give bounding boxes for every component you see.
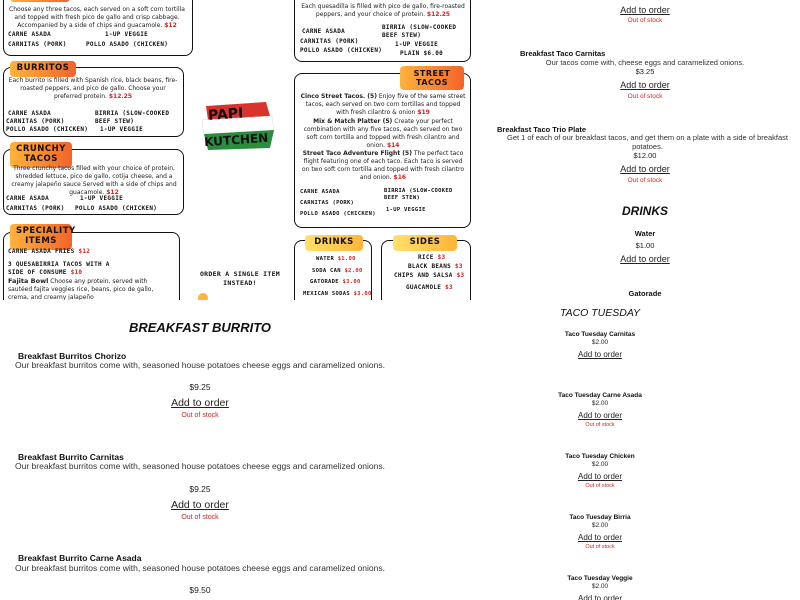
item-price: $1.00 (635, 241, 655, 250)
tacos-protein: CARNITAS (PORK) (8, 41, 67, 48)
drink-row: MEXICAN SODAS $3.00 (303, 291, 372, 297)
logo-graphic (196, 98, 280, 153)
item-title: Gatorade (628, 289, 662, 298)
category-heading-taco-tuesday: TACO TUESDAY (559, 307, 641, 319)
street-taco-item: Mix & Match Platter (5) Create your perfect combination with any five tacos, each served on two soft corn tortilla and topped with fresh cilantro and onion. $14 (303, 118, 463, 150)
item-title: Breakfast Burrito Carne Asada (18, 553, 142, 563)
drink-row: SODA CAN $2.00 (312, 268, 363, 274)
item-title: Taco Tuesday Chicken (565, 453, 635, 460)
out-of-stock-label: Out of stock (585, 422, 615, 428)
drink-row: GATORADE $3.00 (310, 279, 361, 285)
out-of-stock-label: Out of stock (585, 544, 615, 550)
speciality-ribbon: SPECIALITY ITEMS (10, 224, 72, 250)
street-taco-item: Cinco Street Tacos. (5) Enjoy five of the same street tacos, each served on two corn tortillas and topped with fresh cilantro & onion $19 (300, 93, 466, 117)
tacos-desc: Choose any three tacos, each served on a soft corn tortilla and topped with fresh pico de gallo and crisp cabbage. Accompanied by a side of chips and guacamole. $12 (9, 6, 185, 30)
item-description: Our breakfast burritos come with, seasoned house potatoes cheese eggs and caramelized onions. (15, 563, 385, 573)
quesadilla-protein: BIRRIA (SLOW-COOKED BEEF STEW) (382, 24, 457, 39)
add-to-order-button[interactable]: Add to order (620, 5, 670, 15)
street-protein: CARNITAS (PORK) (300, 200, 355, 206)
category-heading-breakfast-burrito: BREAKFAST BURRITO (128, 320, 272, 335)
burritos-protein: POLLO ASADO (CHICKEN) (6, 126, 89, 133)
burritos-protein: BIRRIA (SLOW-COOKED BEEF STEW) (95, 110, 170, 125)
menu-image (0, 0, 490, 300)
quesadilla-protein: PLAIN $6.00 (400, 50, 444, 57)
item-title: Breakfast Burrito Carnitas (18, 452, 124, 462)
item-title: Taco Tuesday Carne Asada (558, 392, 642, 399)
item-description: Our breakfast burritos come with, seasoned house potatoes cheese eggs and caramelized onions. (15, 461, 385, 471)
tacos-protein: POLLO ASADO (CHICKEN) (86, 41, 169, 48)
item-price: $2.00 (591, 400, 609, 407)
quesadilla-protein: POLLO ASADO (CHICKEN) (300, 47, 383, 54)
item-title: Water (634, 229, 656, 238)
item-price: $2.00 (591, 339, 609, 346)
item-price: $9.25 (189, 382, 211, 392)
item-price: $9.50 (189, 585, 211, 595)
item-description: Our breakfast burritos come with, seasoned house potatoes cheese eggs and caramelized onions. (15, 360, 385, 370)
side-row: CHIPS AND SALSA $3 (394, 272, 465, 279)
quesadilla-protein: CARNE ASADA (302, 28, 346, 35)
add-to-order-button[interactable]: Add to order (620, 80, 670, 90)
add-to-order-button[interactable]: Add to order (171, 397, 229, 409)
quesadilla-desc: Each quesadilla is filled with pico de gallo, fire-roasted peppers, and your choice of protein. $12.25 (301, 3, 465, 19)
add-to-order-button[interactable]: Add to order (620, 164, 670, 174)
burritos-protein: CARNITAS (PORK) (6, 118, 65, 125)
side-row: GUACAMOLE $3 (406, 284, 453, 291)
street-protein: CARNE ASADA (300, 189, 340, 195)
item-price: $9.25 (189, 484, 211, 494)
restaurant-logo (196, 98, 280, 153)
out-of-stock-label: Out of stock (585, 483, 615, 489)
drinks-ribbon: DRINKS (305, 235, 363, 251)
add-to-order-button[interactable]: Add to order (577, 533, 623, 542)
crunchy-desc: Three crunchy tacos filled with your choice of protein, shredded lettuce, pico de gallo, cotija cheese, and a creamy jalapeño sauce Served with a side of chips and guacamole. $12 (11, 165, 177, 197)
burritos-protein: CARNE ASADA (8, 110, 52, 117)
add-to-order-button[interactable]: Add to order (577, 594, 623, 600)
speciality-item: 3 QUESABIRRIA TACOS WITH A SIDE OF CONSUME $10 (8, 261, 110, 277)
add-to-order-button[interactable]: Add to order (577, 350, 623, 359)
tacos-ribbon (10, 0, 70, 2)
item-title: Taco Tuesday Birria (569, 514, 631, 521)
svg-text:PAPI: PAPI (207, 105, 244, 124)
add-to-order-button[interactable]: Add to order (620, 254, 670, 264)
street-protein: 1-UP VEGGIE (386, 207, 426, 213)
out-of-stock-label: Out of stock (181, 514, 219, 521)
out-of-stock-label: Out of stock (627, 93, 663, 100)
item-title: Taco Tuesday Carnitas (564, 331, 636, 338)
item-price: $2.00 (591, 461, 609, 468)
order-single-note: ORDER A SINGLE ITEM INSTEAD! (199, 270, 281, 287)
street-taco-item: Street Taco Adventure Flight (5) The perfect taco flight featuring one of each taco. Each taco is served on two soft corn tortilla and topped with fresh cilantro and onion. $16 (301, 150, 465, 182)
item-description: Get 1 of each of our breakfast tacos, and get them on a plate with a side of breakfast potatoes. (506, 133, 788, 151)
speciality-item: CARNE ASADA FRIES $12 (8, 248, 91, 255)
burritos-ribbon: BURRITOS (10, 61, 76, 77)
crunchy-ribbon: CRUNCHY TACOS (10, 142, 72, 168)
drink-row: WATER $1.00 (316, 256, 356, 262)
svg-text:KUTCHEN: KUTCHEN (203, 130, 269, 150)
add-to-order-button[interactable]: Add to order (577, 411, 623, 420)
item-description: Our tacos come with, cheese eggs and caramelized onions. (545, 58, 745, 67)
side-row: RICE $3 (418, 254, 446, 261)
out-of-stock-label: Out of stock (627, 177, 663, 184)
item-title: Breakfast Burritos Chorizo (18, 351, 127, 361)
tacos-protein: 1-UP VEGGIE (105, 31, 149, 38)
fajita-bowl: Fajita Bowl Choose any protein, served with sautéed fajita veggies rice, beans, pico de gallo, crema, and creamy jalapeño (8, 277, 154, 300)
category-heading-drinks: DRINKS (621, 204, 668, 218)
item-title: Breakfast Taco Carnitas (520, 49, 606, 58)
crunchy-protein: 1-UP VEGGIE (80, 195, 124, 202)
side-row: BLACK BEANS $3 (408, 263, 463, 270)
quesadilla-protein: CARNITAS (PORK) (300, 38, 359, 45)
item-title: Breakfast Taco Trio Plate (497, 125, 587, 134)
crunchy-protein: POLLO ASADO (CHICKEN) (75, 205, 158, 212)
out-of-stock-label: Out of stock (627, 17, 663, 24)
tacos-protein: CARNE ASADA (8, 31, 52, 38)
quesadilla-protein: 1-UP VEGGIE (395, 41, 439, 48)
item-price: $3.25 (635, 67, 655, 76)
street-protein: BIRRIA (SLOW-COOKED BEEF STEW) (384, 188, 453, 202)
add-to-order-button[interactable]: Add to order (171, 499, 229, 511)
out-of-stock-label: Out of stock (181, 412, 219, 419)
street-protein: POLLO ASADO (CHICKEN) (300, 211, 376, 217)
item-price: $12.00 (633, 151, 657, 160)
item-price: $2.00 (591, 583, 609, 590)
crunchy-protein: CARNE ASADA (6, 195, 50, 202)
sides-ribbon: SIDES (393, 235, 457, 251)
item-title: Taco Tuesday Veggie (567, 575, 633, 582)
add-to-order-button[interactable]: Add to order (577, 472, 623, 481)
street-tacos-ribbon: STREET TACOS (400, 66, 464, 90)
decorative-dot (198, 293, 208, 300)
burritos-desc: Each burrito is filled with Spanish rice, black beans, fire-roasted peppers, and pico de gallo. Choose your preferred protein. $12.25 (8, 77, 178, 101)
crunchy-protein: CARNITAS (PORK) (6, 205, 65, 212)
item-price: $2.00 (591, 522, 609, 529)
burritos-protein: 1-UP VEGGIE (100, 126, 144, 133)
